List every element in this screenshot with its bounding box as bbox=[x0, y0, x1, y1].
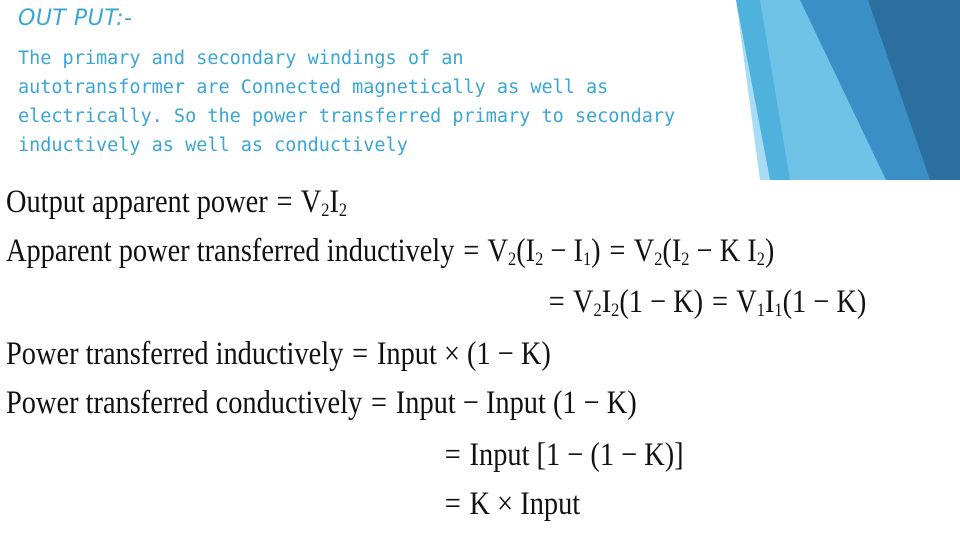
paragraph-line: inductively as well as conductively bbox=[18, 135, 408, 156]
subscript: 2 bbox=[321, 200, 330, 221]
decor-mid-shape bbox=[800, 0, 960, 180]
subscript: 2 bbox=[611, 300, 620, 321]
equation-apparent-power-continued bbox=[547, 284, 866, 321]
symbol: (1 − K) bbox=[619, 284, 704, 320]
decor-arrow-shape bbox=[736, 0, 790, 180]
symbol: V bbox=[633, 233, 655, 269]
symbol: I bbox=[601, 284, 612, 320]
equals-sign: = bbox=[352, 336, 369, 372]
subscript: 2 bbox=[508, 249, 517, 270]
subscript: 2 bbox=[338, 200, 348, 221]
description-paragraph bbox=[18, 44, 678, 160]
symbol: − I bbox=[543, 233, 583, 269]
equation-label: Power transferred conductively bbox=[6, 385, 363, 421]
symbol: ) bbox=[764, 233, 775, 269]
decor-pale-shape bbox=[736, 0, 800, 180]
equation-output-apparent-power bbox=[6, 184, 347, 221]
symbol: (I bbox=[662, 233, 682, 269]
equation-rhs: Input × (1 − K) bbox=[376, 336, 551, 372]
equals-sign: = bbox=[711, 284, 728, 320]
equation-apparent-power-inductive bbox=[6, 233, 774, 270]
equals-sign: = bbox=[609, 233, 626, 269]
symbol: (1 − K) bbox=[782, 284, 867, 320]
subscript: 1 bbox=[582, 249, 592, 270]
equals-sign: = bbox=[463, 233, 480, 269]
subscript: 1 bbox=[774, 300, 783, 321]
subscript: 2 bbox=[593, 300, 602, 321]
decor-light-shape bbox=[738, 0, 960, 180]
equals-sign: = bbox=[444, 486, 461, 522]
paragraph-line: autotransformer are Connected magnetically as well as bbox=[18, 77, 609, 98]
paragraph-line: electrically. So the power transferred primary to secondary bbox=[18, 106, 676, 127]
equation-label: Power transferred inductively bbox=[6, 336, 344, 372]
symbol: V bbox=[487, 233, 509, 269]
symbol: (I bbox=[516, 233, 536, 269]
equation-power-conductive bbox=[6, 385, 637, 422]
symbol: − K I bbox=[689, 233, 757, 269]
equation-rhs: Input [1 − (1 − K)] bbox=[469, 437, 684, 473]
slide-heading: OUT PUT:- bbox=[18, 6, 133, 31]
symbol: V bbox=[736, 284, 757, 320]
subscript: 2 bbox=[654, 249, 663, 270]
equals-sign: = bbox=[276, 184, 293, 220]
symbol: V bbox=[300, 184, 322, 220]
subscript: 2 bbox=[756, 249, 765, 270]
subscript: 1 bbox=[756, 300, 765, 321]
symbol: I bbox=[764, 284, 775, 320]
equals-sign: = bbox=[548, 284, 565, 320]
equation-conductive-result bbox=[443, 486, 580, 523]
equation-label: Apparent power transferred inductively bbox=[6, 233, 455, 269]
decor-dark-shape bbox=[868, 0, 960, 180]
symbol: V bbox=[573, 284, 594, 320]
equation-rhs: Input − Input (1 − K) bbox=[395, 385, 637, 421]
equation-rhs: K × Input bbox=[469, 486, 581, 522]
equals-sign: = bbox=[371, 385, 388, 421]
equation-conductive-step bbox=[443, 437, 684, 474]
subscript: 2 bbox=[681, 249, 690, 270]
subscript: 2 bbox=[535, 249, 544, 270]
equation-label: Output apparent power bbox=[6, 184, 268, 220]
paragraph-line: The primary and secondary windings of an bbox=[18, 48, 464, 69]
equation-power-inductive bbox=[6, 336, 551, 373]
equals-sign: = bbox=[444, 437, 461, 473]
symbol: ) bbox=[591, 233, 601, 269]
symbol: I bbox=[329, 184, 339, 220]
